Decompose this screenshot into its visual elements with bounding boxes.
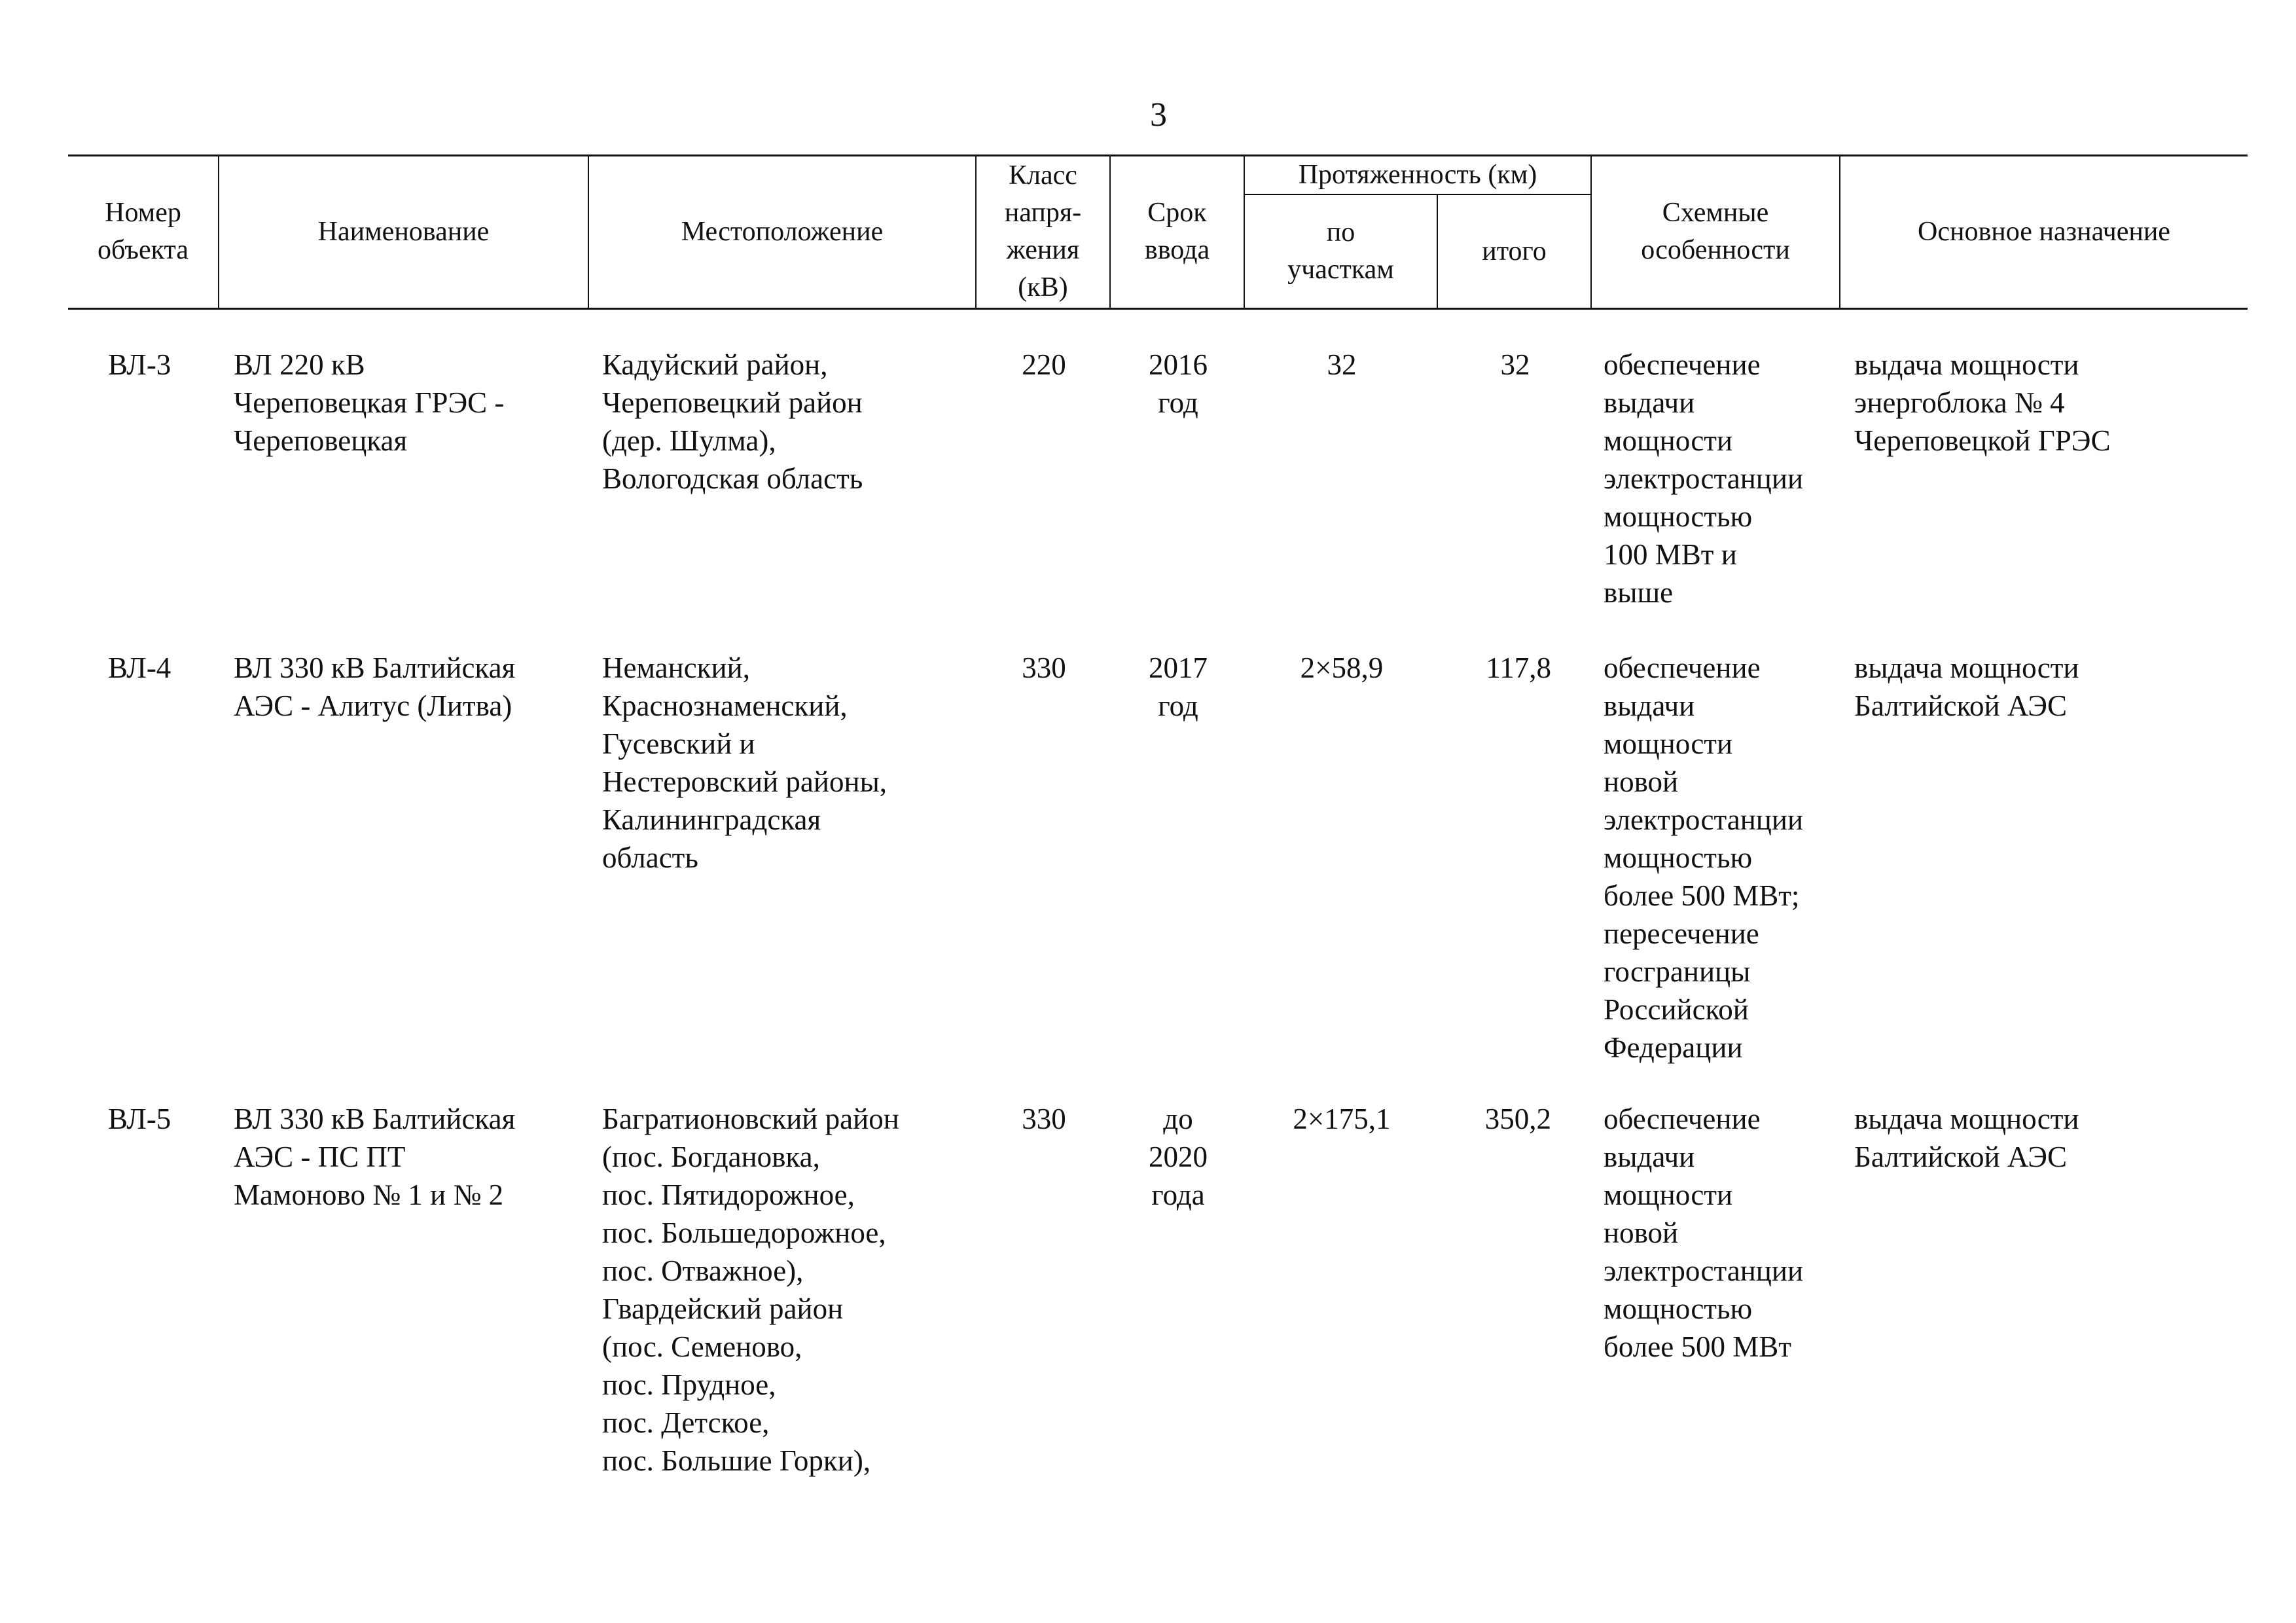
cell-commission-date: 2017 год — [1149, 651, 1208, 722]
cell-object-number: ВЛ-4 — [108, 651, 171, 684]
cell-commission-date: до 2020 года — [1149, 1103, 1208, 1211]
cell-length-by-sections: 2×175,1 — [1293, 1103, 1391, 1135]
cell-length-total: 32 — [1500, 348, 1530, 381]
cell-scheme-features: обеспечение выдачи мощности электростанции мощностью 100 МВт и выше — [1604, 348, 1804, 609]
cell-location: Багратионовский район (пос. Богдановка, пос. Пятидорожное, пос. Большедорожное, пос. Отважное), Гвардейский район (пос. Семеново, пос. Прудное, пос. Детское, пос. Большие Горки), — [602, 1103, 899, 1477]
cell-name: ВЛ 330 кВ Балтийская АЭС - ПС ПТ Мамоново № 1 и № 2 — [234, 1103, 516, 1211]
cell-location: Кадуйский район, Череповецкий район (дер. Шулма), Вологодская область — [602, 348, 863, 495]
header-name: Наименование — [317, 216, 490, 247]
cell-voltage-class: 220 — [1022, 348, 1066, 381]
cell-name: ВЛ 220 кВ Череповецкая ГРЭС - Череповецкая — [234, 348, 505, 457]
header-scheme-features: Схемные особенности — [1641, 198, 1790, 265]
cell-main-purpose: выдача мощности Балтийской АЭС — [1854, 651, 2079, 722]
cell-object-number: ВЛ-5 — [108, 1103, 171, 1135]
header-length-total: итого — [1482, 236, 1547, 266]
table-header-bottom-rule — [68, 308, 2248, 310]
header-voltage-class: Класс напря- жения (кВ) — [1004, 160, 1082, 302]
header-commission-date: Срок ввода — [1144, 198, 1210, 265]
cell-length-by-sections: 2×58,9 — [1300, 651, 1384, 684]
cell-length-total: 117,8 — [1486, 651, 1551, 684]
page-number: 3 — [1150, 96, 1167, 134]
header-object-number: Номер объекта — [97, 198, 189, 265]
cell-location: Неманский, Краснознаменский, Гусевский и Нестеровский районы, Калининградская область — [602, 651, 888, 874]
cell-length-total: 350,2 — [1484, 1103, 1551, 1135]
cell-voltage-class: 330 — [1022, 651, 1066, 684]
cell-name: ВЛ 330 кВ Балтийская АЭС - Алитус (Литва) — [234, 651, 516, 722]
cell-main-purpose: выдача мощности Балтийской АЭС — [1854, 1103, 2079, 1173]
header-length-by-sections: по участкам — [1287, 217, 1394, 285]
header-location: Местоположение — [681, 216, 884, 247]
header-main-purpose: Основное назначение — [1918, 216, 2170, 247]
cell-commission-date: 2016 год — [1149, 348, 1208, 419]
cell-main-purpose: выдача мощности энергоблока № 4 Череповецкой ГРЭС — [1854, 348, 2111, 457]
cell-scheme-features: обеспечение выдачи мощности новой электростанции мощностью более 500 МВт; пересечение госграницы Российской Федерации — [1604, 651, 1804, 1064]
cell-voltage-class: 330 — [1022, 1103, 1066, 1135]
cell-object-number: ВЛ-3 — [108, 348, 171, 381]
header-length-group: Протяженность (км) — [1298, 159, 1537, 190]
cell-length-by-sections: 32 — [1327, 348, 1357, 381]
cell-scheme-features: обеспечение выдачи мощности новой электростанции мощностью более 500 МВт — [1604, 1103, 1804, 1363]
